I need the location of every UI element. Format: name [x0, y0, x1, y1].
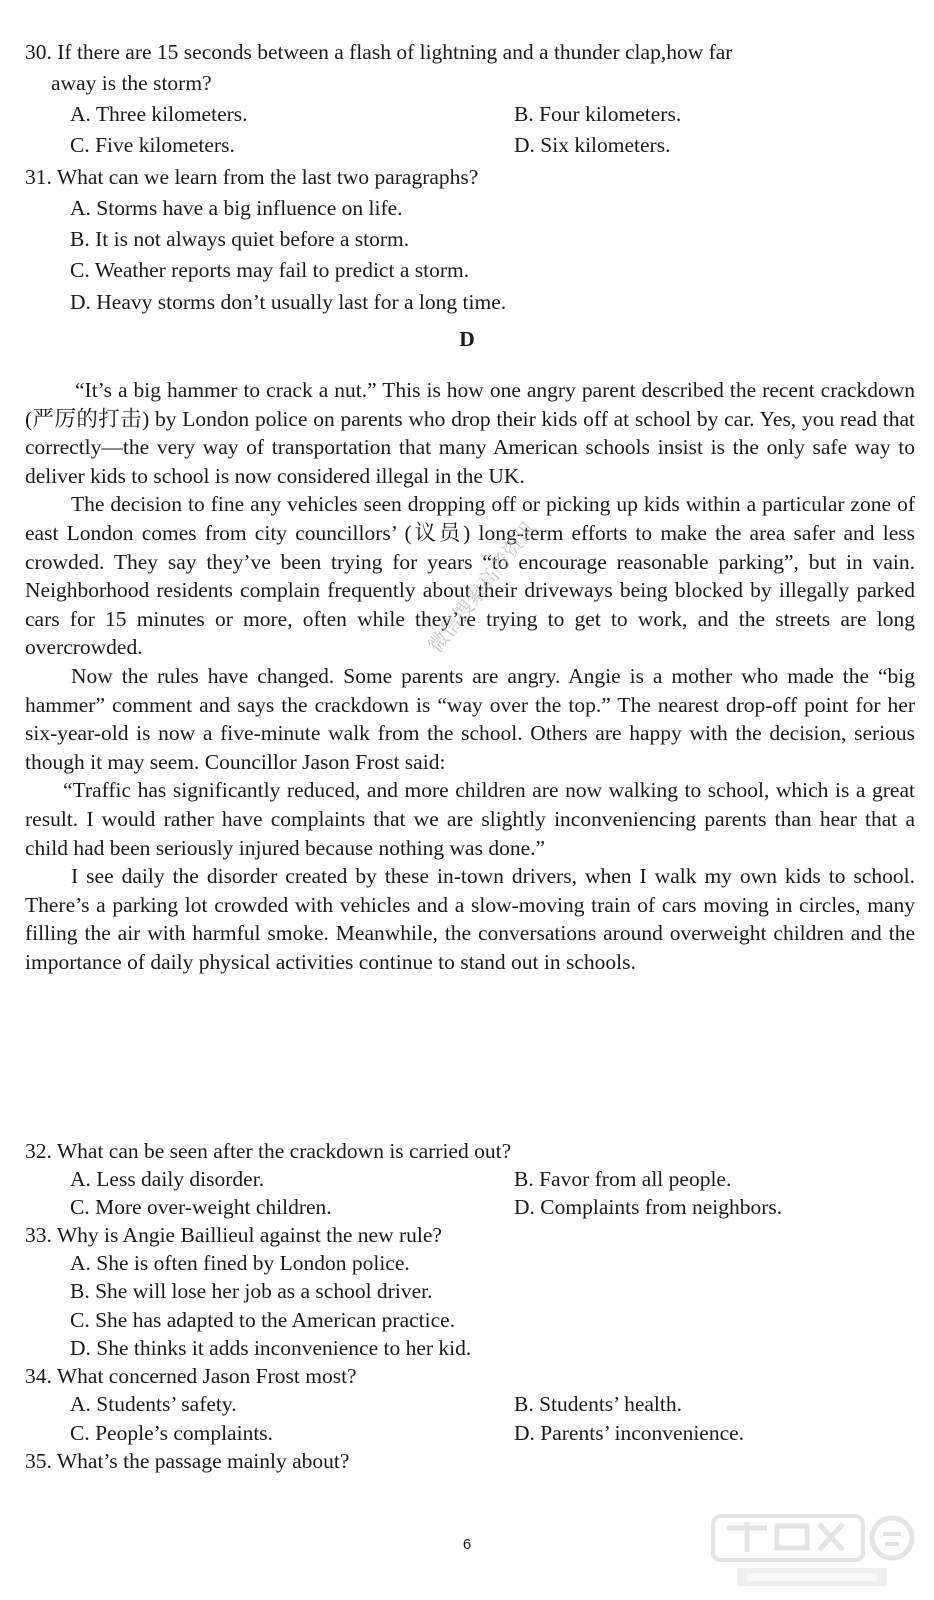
question-34-option-b: B. Students’ health. [514, 1392, 683, 1416]
section-heading: D [459, 327, 475, 351]
question-30-stem-line2: away is the storm? [51, 71, 212, 95]
question-32-stem: 32. What can be seen after the crackdown is carried out? [25, 1139, 512, 1163]
question-33-stem: 33. Why is Angie Baillieul against the new rule? [25, 1223, 442, 1247]
question-30-option-b: B. Four kilometers. [514, 102, 682, 126]
passage-paragraph-2: The decision to fine any vehicles seen dropping off or picking up kids within a particular zone of east London comes from city councillors’ (议员) long-term efforts to make the area safer and less crowded. They say they’ve been trying for years “to encourage reasonable parking”, but in vain. Neighborhood residents complain frequently about their driveways being blocked by illegally parked cars for 15 minutes or more, often while they’re trying to get to work, and the streets are long overcrowded. [25, 492, 915, 660]
question-35-stem: 35. What’s the passage mainly about? [25, 1449, 350, 1473]
question-30-option-a: A. Three kilometers. [70, 102, 248, 126]
watermark-text: 微信搜索高考资讯 [423, 516, 541, 658]
question-34-option-d: D. Parents’ inconvenience. [514, 1421, 745, 1445]
question-30-option-d: D. Six kilometers. [514, 133, 671, 157]
passage-paragraph-1: “It’s a big hammer to crack a nut.” This is how one angry parent described the recent crackdown (严厉的打击) by London police on parents who drop their kids off at school by car. Yes, you read that correctly—the very way of transportation that many American schools insist is the only safe way to deliver kids to school is now considered illegal in the UK. [25, 378, 915, 488]
question-34-option-a: A. Students’ safety. [70, 1392, 237, 1416]
passage-paragraph-4: “Traffic has significantly reduced, and more children are now walking to school, which is a great result. I would rather have complaints that we are slightly inconveniencing parents than hear that a child had been seriously injured because nothing was done.” [25, 778, 915, 860]
question-32-option-b: B. Favor from all people. [514, 1167, 732, 1191]
question-34-option-c: C. People’s complaints. [70, 1421, 274, 1445]
passage-paragraph-3: Now the rules have changed. Some parents are angry. Angie is a mother who made the “big hammer” comment and says the crackdown is “way over the top.” The nearest drop-off point for her six-year-old is now a five-minute walk from the school. Others are happy with the decision, serious though it may seem. Councillor Jason Frost said: [25, 663, 915, 774]
question-34-stem: 34. What concerned Jason Frost most? [25, 1364, 357, 1388]
question-33-option-a: A. She is often fined by London police. [70, 1251, 410, 1275]
question-31-option-b: B. It is not always quiet before a storm. [70, 227, 410, 251]
question-31-option-a: A. Storms have a big influence on life. [70, 196, 403, 220]
question-31-option-d: D. Heavy storms don’t usually last for a long time. [70, 290, 507, 314]
question-33-option-c: C. She has adapted to the American practice. [70, 1308, 456, 1332]
answer-circle-logo-icon [707, 1512, 922, 1592]
question-30-option-c: C. Five kilometers. [70, 133, 235, 157]
question-32-option-d: D. Complaints from neighbors. [514, 1195, 783, 1219]
question-33-option-d: D. She thinks it adds inconvenience to her kid. [70, 1336, 472, 1360]
question-31-option-c: C. Weather reports may fail to predict a storm. [70, 258, 470, 282]
question-30-stem [25, 37, 915, 99]
page-number: 6 [462, 1536, 472, 1553]
question-32-option-c: C. More over-weight children. [70, 1195, 332, 1219]
question-31-stem: 31. What can we learn from the last two paragraphs? [25, 165, 479, 189]
question-30-stem-line1: 30. If there are 15 seconds between a flash of lightning and a thunder clap,how far [25, 40, 733, 64]
reading-passage [25, 376, 915, 976]
question-32-option-a: A. Less daily disorder. [70, 1167, 265, 1191]
question-33-option-b: B. She will lose her job as a school driver. [70, 1279, 433, 1303]
passage-paragraph-5: I see daily the disorder created by these in-town drivers, when I walk my own kids to school. There’s a parking lot crowded with vehicles and a slow-moving train of cars moving in circles, many filling the air with harmful smoke. Meanwhile, the conversations around overweight children and the importance of daily physical activities continue to stand out in schools. [25, 864, 915, 974]
